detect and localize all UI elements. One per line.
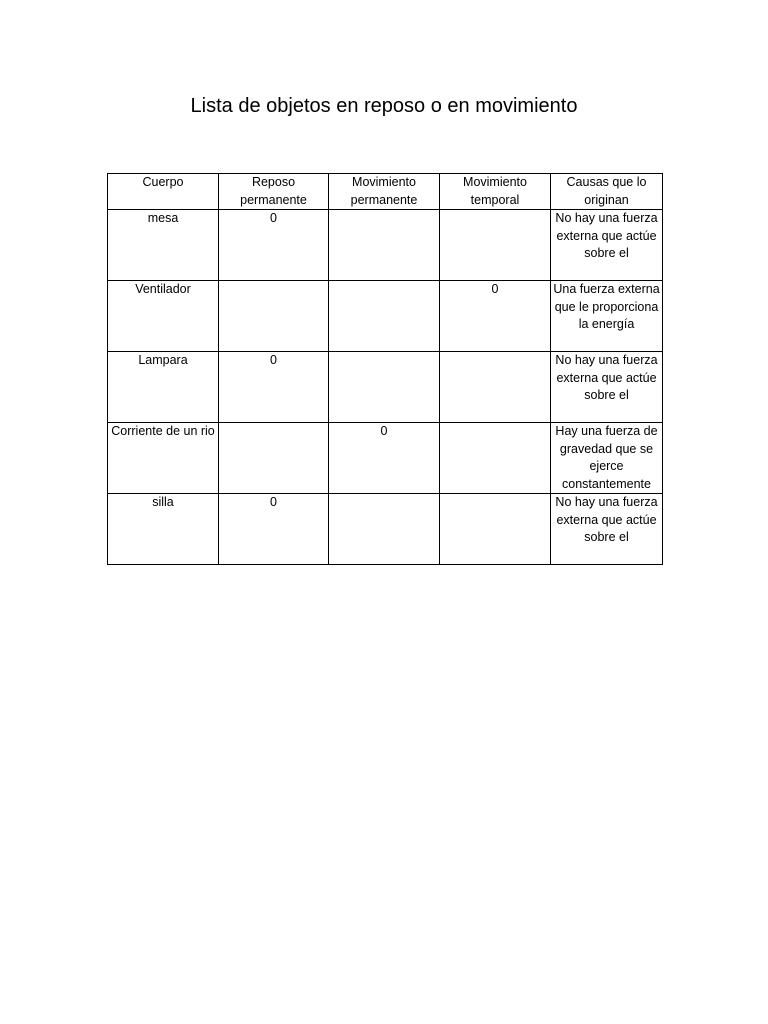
header-causas: Causas que lo originan [551, 174, 663, 210]
cell-movimiento-permanente [329, 494, 440, 565]
header-cuerpo: Cuerpo [108, 174, 219, 210]
cell-movimiento-permanente [329, 352, 440, 423]
cell-movimiento-temporal: 0 [440, 281, 551, 352]
table-row [108, 352, 663, 423]
table-row [108, 423, 663, 494]
cell-movimiento-permanente [329, 210, 440, 281]
table-header-row [108, 174, 663, 210]
cell-movimiento-temporal [440, 210, 551, 281]
objects-table [107, 173, 663, 565]
cell-movimiento-temporal [440, 423, 551, 494]
cell-reposo-permanente: 0 [219, 210, 329, 281]
table-row [108, 494, 663, 565]
cell-cuerpo: Lampara [108, 352, 219, 423]
cell-movimiento-permanente: 0 [329, 423, 440, 494]
cell-movimiento-temporal [440, 494, 551, 565]
page-title: Lista de objetos en reposo o en movimiento [190, 95, 578, 117]
table-row [108, 210, 663, 281]
cell-cuerpo: Corriente de un rio [108, 423, 219, 494]
cell-movimiento-temporal [440, 352, 551, 423]
header-movimiento-temporal: Movimiento temporal [440, 174, 551, 210]
cell-cuerpo: mesa [108, 210, 219, 281]
cell-movimiento-permanente [329, 281, 440, 352]
cell-reposo-permanente: 0 [219, 494, 329, 565]
cell-cuerpo: Ventilador [108, 281, 219, 352]
header-reposo-permanente: Reposo permanente [219, 174, 329, 210]
cell-causas: No hay una fuerza externa que actúe sobre el [551, 352, 663, 423]
cell-cuerpo: silla [108, 494, 219, 565]
cell-causas: No hay una fuerza externa que actúe sobre el [551, 210, 663, 281]
cell-causas: Hay una fuerza de gravedad que se ejerce constantemente [551, 423, 663, 494]
cell-reposo-permanente: 0 [219, 352, 329, 423]
table-row [108, 281, 663, 352]
cell-causas: No hay una fuerza externa que actúe sobre el [551, 494, 663, 565]
cell-reposo-permanente [219, 281, 329, 352]
cell-reposo-permanente [219, 423, 329, 494]
header-movimiento-permanente: Movimiento permanente [329, 174, 440, 210]
cell-causas: Una fuerza externa que le proporciona la energía [551, 281, 663, 352]
